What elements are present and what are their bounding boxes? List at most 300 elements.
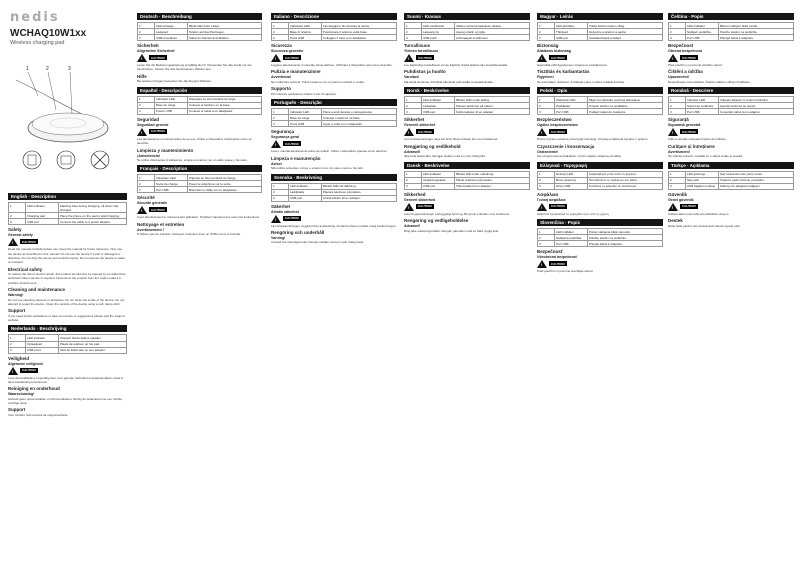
description-row [405,183,530,189]
description-cell: 3 [405,109,422,115]
description-table [537,171,663,190]
body-text: Ikke bruk løsemidler. Rengjør utsiden med en myk, fuktig klut. [404,154,486,159]
description-cell: Vilkkuu sinisenä latauksen aikana. [455,23,530,29]
subheading: Avertisment! [668,149,690,154]
warning-triangle-icon [537,260,547,268]
description-cell: Podłącz kabel do zasilacza. [588,109,663,115]
subheading: Varoitus! [404,75,420,80]
description-table [137,22,262,41]
section-heading: Hilfe [137,73,147,79]
description-cell: Coloque o telefone na base. [322,115,397,121]
description-row [9,219,127,225]
section-heading: Reiniging en onderhoud [8,386,60,392]
description-cell: 2 [538,103,555,109]
description-cell: 1 [138,175,155,181]
section-heading: Puhdistus ja huolto [404,69,446,75]
warning-triangle-icon [137,206,147,214]
language-section [271,99,397,170]
description-cell: Posizionare il telefono sulla base. [322,29,397,35]
description-cell: 3 [272,195,289,201]
caution-row [271,54,397,62]
language-section [404,87,530,158]
description-cell: Opladningsplade [422,177,455,183]
section-heading: Bezpečnost [668,43,694,49]
warning-triangle-icon [537,203,547,211]
caution-badge: CAUTION [285,55,299,60]
body-text: To reduce the risk of electric shock, this product should only be opened by an authorized technician when service is required. Disconnect the product from the mains outlet if a problem should occur. [8,272,126,285]
description-cell: Αναβοσβήνει μπλε κατά τη φόρτιση. [588,171,663,177]
step-icon-wrong [91,151,109,169]
description-cell: 2 [405,103,422,109]
description-cell: Pripojte kábel k adaptéru. [588,241,663,247]
language-heading: Deutsch · Beschreibung [137,13,262,20]
language-heading: Español · Descripción [137,87,262,94]
description-table [537,228,663,247]
description-cell: 1 [669,97,686,103]
language-heading: Türkçe · Açıklama [668,162,794,169]
caution-badge: CAUTION [418,129,432,134]
body-text: Citiți cu atenție manualul înainte de utilizare. [668,137,727,142]
description-row [138,108,262,114]
description-cell: LED-jelzőfény [555,23,588,29]
section-heading: Limpieza y mantenimiento [137,147,194,153]
description-cell: Anslut kabeln till en adapter. [322,195,397,201]
description-cell: 1 [9,335,26,341]
description-table [668,22,794,41]
description-cell: Placera telefonen på plattan. [322,189,397,195]
subheading: ¡Advertencia! [137,153,160,158]
body-text: Non utilizzare solventi. Pulire l'esterno con un panno morbido e umido. [271,79,365,84]
subheading: Algemene veiligheid [8,361,43,366]
body-text: Gebruik geen oplosmiddelen of schuurmiddelen. Reinig de buitenkant met een zachte, vochtige doek. [8,396,123,406]
warning-triangle-icon [668,128,678,136]
description-cell: USB-port [422,183,455,189]
warning-triangle-icon [537,54,547,62]
section-heading: Czyszczenie i konserwacja [537,143,595,149]
body-text: Ne használjon oldószert. A külsejét puha, nedves ruhával tisztítsa. [537,79,625,84]
warning-triangle-icon [8,238,18,246]
description-cell: 2 [669,103,686,109]
section-heading: Rengöring och underhåll [271,229,325,235]
description-cell: Place the phone on the pad to start charging. [59,213,127,219]
caution-row [8,367,127,375]
caution-badge: CAUTION [551,55,565,60]
description-cell: Csatlakoztassa a kábelt. [588,35,663,41]
caution-badge: CAUTION [418,55,432,60]
description-cell: Wskaźnik LED [555,97,588,103]
description-table [404,96,530,115]
description-cell: Koble kabelen til en adapter. [455,109,530,115]
body-text: Kullanmadan önce kılavuzu dikkatlice okuyun. [668,211,730,216]
language-section [668,87,794,158]
body-text: Läs bruksanvisningen noggrant före användning. Använd enheten endast enligt beskrivningen. [271,223,397,228]
subheading: Γενική ασφάλεια [537,197,566,202]
description-cell: 2 [538,29,555,35]
description-cell: 1 [9,203,26,213]
description-cell: 1 [138,96,155,102]
description-cell: 3 [272,35,289,41]
description-cell: Socle de charge [155,181,188,187]
description-cell: Indicador LED [289,109,322,115]
step-icon-ok-1 [23,151,41,169]
language-heading: Čeština · Popis [668,13,794,20]
subheading: Allgemeine Sicherheit [137,49,175,54]
section-heading: Support [8,407,26,413]
caution-badge: CAUTION [151,129,165,134]
language-heading: Português · Descrição [271,99,397,106]
subheading: Allmän säkerhet [271,209,299,214]
body-text: Pred použitím si pozorne prečítajte návod. [537,269,594,274]
description-cell: Tilslut kablet til en adapter. [455,183,530,189]
section-heading: Sikkerhed [404,191,426,197]
description-cell: Blinker blått under lading. [455,97,530,103]
caution-row [137,206,262,214]
description-cell: Blinker blåt under opladning. [455,171,530,177]
caution-row [668,54,794,62]
caution-badge: CAUTION [682,129,696,134]
section-heading: Electrical safety [8,266,43,272]
caution-row [404,128,530,136]
description-cell: 1 [538,171,555,177]
description-cell: 3 [9,347,26,353]
caution-row [137,54,262,62]
caution-row [404,203,530,211]
warning-triangle-icon [668,203,678,211]
section-heading: Rengøring og vedligeholdelse [404,218,469,224]
caution-row [537,54,663,62]
description-table [271,108,397,127]
description-cell: Kabloyu bir adaptöre bağlayın. [719,183,794,189]
section-heading: Supporto [271,86,291,92]
description-row [405,35,530,41]
body-text: Leia o manual atentamente antes de utilizar. Utilize o dispositivo apenas como descrito. [271,149,388,154]
description-cell: Collegare il cavo a un adattatore. [322,35,397,41]
language-heading: Italiano · Descrizione [271,13,397,20]
body-text: Lees de handleiding zorgvuldig door voor gebruik. Gebruik het apparaat alleen zoals in deze handleiding beschreven. [8,375,124,384]
description-cell: Θύρα USB [555,183,588,189]
description-cell: Clignote en bleu pendant la charge. [188,175,262,181]
description-cell: Suport de încărcare [686,103,719,109]
description-row [669,35,794,41]
description-cell: 2 [669,177,686,183]
brand-logo: nedis [10,10,60,25]
language-heading: Français · Description [137,165,262,172]
body-text: Læs brugsanvisningen omhyggeligt før brug. Brug kun enheden som beskrevet. [404,211,510,216]
description-cell: 3 [669,35,686,41]
body-text: Lea atentamente el manual antes de su uso. Utilice el dispositivo únicamente como se describe. [137,136,252,146]
section-heading: Güvenlik [668,191,688,197]
figure-label: 2 [46,66,49,72]
product-figure [8,50,127,190]
body-text: Bei weiteren Fragen besuchen Sie die Support-Website. [137,79,212,84]
language-heading: Norsk · Beskrivelse [404,87,530,94]
description-cell: 2 [538,177,555,183]
description-cell: Töltőpad [555,29,588,35]
description-table [537,96,663,115]
description-table [668,96,794,115]
subheading: Seguridad general [137,122,169,127]
caution-badge: CAUTION [682,204,696,209]
section-heading: Säkerhet [271,203,291,209]
description-cell: USB-portti [422,35,455,41]
warning-triangle-icon [271,54,281,62]
body-text: Não utilize solventes. Limpe o exterior com um pano macio e húmido. [271,166,364,171]
subheading: Sicurezza generale [271,49,304,54]
body-text: Nie używaj rozpuszczalników. Czyść miękką, wilgotną szmatką. [537,154,622,159]
column-5 [537,10,663,560]
caution-badge: CAUTION [151,207,165,212]
section-heading: Seguridad [137,116,160,122]
body-text: If you need further assistance or have comments or suggestions please visit the support website. [8,313,125,323]
description-cell: Flashing blue during charging; off when fully charged. [59,203,127,213]
description-cell: Töltés közben kéken villog. [588,23,663,29]
description-cell: LED-indikator [422,171,455,177]
body-text: Brug ikke opløsningsmidler. Rengør ydersiden med en blød, fugtig klud. [404,228,500,233]
section-heading: Rengjøring og vedlikehold [404,143,461,149]
description-cell: Τοποθετήστε το τηλέφωνο στη βάση. [588,177,663,183]
body-text: Használat előtt figyelmesen olvassa el a kézikönyvet. [537,63,608,68]
language-section [271,13,397,96]
description-cell: Connect the cable to a power adapter. [59,219,127,225]
language-section [668,13,794,84]
subheading: Varning! [271,235,286,240]
description-cell: Nabíjacia podložka [555,235,588,241]
description-cell: 2 [538,235,555,241]
description-cell: 1 [405,97,422,103]
description-cell: 2 [272,115,289,121]
description-cell: 1 [538,97,555,103]
subheading: Warning! [8,293,24,298]
description-cell: 3 [138,108,155,114]
description-cell: 1 [405,171,422,177]
description-cell: 2 [138,29,155,35]
warning-triangle-icon [137,54,147,62]
description-cell: Ladeplate [422,103,455,109]
description-cell: USB-Anschluss [155,35,188,41]
caution-badge: CAUTION [22,368,36,373]
warning-triangle-icon [668,54,678,62]
description-cell: 1 [272,183,289,189]
description-cell: Porta USB [289,35,322,41]
caution-badge: CAUTION [285,216,299,221]
description-cell: Umieść telefon na podkładce. [588,103,663,109]
description-cell: Conectați cablul la un adaptor. [719,109,794,115]
description-cell: Nabíjecí podložka [686,29,719,35]
section-heading: Sikkerhet [404,117,425,123]
description-cell: 2 [405,29,422,35]
description-cell: 3 [9,219,26,225]
caution-row [537,260,663,268]
figure-label: 3 [68,66,71,72]
description-cell: Blinkar blått vid laddning. [322,183,397,189]
description-table [137,174,262,193]
description-cell: Plaats de telefoon op het pad. [59,341,127,347]
body-text: Per ulteriore assistenza visitare il sito di supporto. [271,91,337,96]
section-heading: Biztonság [537,43,559,49]
description-cell: Ladepad [155,29,188,35]
description-cell: Telefon auf das Pad legen. [188,29,262,35]
description-row [272,195,397,201]
description-cell: Plasser telefonen på platen. [455,103,530,109]
description-cell: 3 [538,109,555,115]
warning-triangle-icon [137,128,147,136]
description-cell: Položte telefon na podložku. [719,29,794,35]
language-section [668,162,794,228]
description-cell: Așezați telefonul pe suport. [719,103,794,109]
description-cell: USB bağlantı noktası [686,183,719,189]
section-heading: Turvallisuus [404,43,431,49]
description-cell: LED-indikator [289,183,322,189]
caution-badge: CAUTION [551,261,565,266]
description-cell: Připojte kabel k adaptéru. [719,35,794,41]
description-row [405,109,530,115]
description-cell: 3 [538,35,555,41]
warning-triangle-icon [404,54,414,62]
language-section [137,87,262,163]
description-cell: 3 [669,109,686,115]
caution-row [8,238,127,246]
description-table [271,183,397,202]
description-cell: Telefonu pedin üzerine yerleştirin. [719,177,794,183]
language-section [8,193,127,322]
description-cell: 2 [138,102,155,108]
language-heading: Ελληνικά · Περιγραφή [537,162,663,169]
description-cell: Βάση φόρτισης [555,177,588,183]
description-cell: Indicator LED [686,97,719,103]
body-text: Les bruksanvisningen nøye før bruk. Bruk enheten kun som beskrevet. [404,137,499,142]
body-text: No utilice disolventes ni abrasivos. Limpie el exterior con un paño suave y húmedo. [137,158,248,162]
description-cell: 2 [669,29,686,35]
subheading: Figyelem! [537,75,554,80]
figure-label: 1 [26,66,29,72]
description-row [9,203,127,213]
description-cell: Conecte el cable a un adaptador. [188,108,262,114]
model-number: WCHAQ10W1xx [10,28,87,39]
description-cell: 1 [538,23,555,29]
warning-triangle-icon [8,367,18,375]
subheading: Waarschuwing! [8,392,35,397]
body-text: Använd inte lösningsmedel. Rengör utsidan med en mjuk, fuktig trasa. [271,240,365,245]
step-icon-ok-2 [57,151,75,169]
language-section [8,325,127,417]
description-table [537,22,663,41]
description-cell: 1 [272,23,289,29]
body-text: Älä käytä liuottimia. Puhdista ulkopinta pehmeällä, kostealla liinalla. [404,79,494,84]
description-cell: 3 [272,121,289,127]
caution-row [668,203,794,211]
column-1-sections [8,193,127,417]
description-row [138,187,262,193]
description-cell: Port USB [555,241,588,247]
description-cell: 1 [405,23,422,29]
description-row [538,183,663,189]
column-1 [8,10,127,560]
body-text: Read the manual carefully before use. Keep the manual for future reference. Only use the device as described in this manual. Do not use the device if a part is damaged or defective. Do not drop the device and avoid bumping. Do not expose the device to water or moisture. [8,247,126,265]
body-text: Lisez attentivement le manuel avant utilisation. N'utilisez l'appareil que selon les instructions. [137,215,260,220]
description-cell: 3 [405,183,422,189]
description-cell: Indicateur LED [155,175,188,181]
charging-pad-illustration [8,50,127,190]
section-heading: Sicherheit [137,43,159,49]
language-section [271,174,397,245]
language-heading: Română · Descriere [668,87,794,94]
description-table [404,22,530,41]
body-text: Przed użyciem uważnie przeczytaj instrukcję. Używaj urządzenia zgodnie z opisem. [537,137,649,142]
description-cell: Miga na niebiesko podczas ładowania. [588,97,663,103]
section-heading: Sécurité [137,195,155,201]
section-heading: Čištění a údržba [668,69,703,75]
section-heading: Segurança [271,129,295,135]
description-cell: 2 [272,189,289,195]
description-table [668,171,794,190]
subheading: Ogólne bezpieczeństwo [537,123,578,128]
column-2 [137,10,262,560]
description-cell: LED indikátor [686,23,719,29]
body-text: Voor verdere hulp bezoek de supportwebsite. [8,412,69,417]
description-cell: Port USB [686,35,719,41]
description-cell: Liitä kaapeli sovittimeen. [455,35,530,41]
warning-triangle-icon [404,128,414,136]
body-text: Nu utilizați solvenți. Curățați cu o cârpă moale și umedă. [668,154,743,159]
subheading: Sécurité générale [137,201,167,206]
language-heading: Polski · Opis [537,87,663,94]
description-cell: 1 [272,109,289,115]
section-heading: Ασφάλεια [537,191,558,197]
language-heading: English · Description [8,193,127,200]
subheading: Advarsel! [404,149,421,154]
description-row [138,35,262,41]
language-heading: Dansk · Beskrivelse [404,162,530,169]
description-cell: Během nabíjení bliká modře. [719,23,794,29]
product-subtitle: Wireless charging pad [10,40,65,46]
description-cell: LED-Anzeige [155,23,188,29]
caution-row [668,128,794,136]
subheading: Advarsel! [404,224,421,229]
body-text: Lesen Sie die Bedienungsanleitung sorgfältig durch. Verwenden Sie das Gerät nur wie beschrieben. Setzen Sie das Gerät keinem Wasser aus. [137,63,252,72]
body-text: Lue käyttöohje huolellisesti ennen käyttöä. Käytä laitetta vain kuvatulla tavalla. [404,63,508,68]
caution-row [271,215,397,223]
description-cell: 3 [138,35,155,41]
body-text: Před použitím si pozorně přečtěte návod. [668,63,723,68]
description-row [272,121,397,127]
description-cell: 1 [669,171,686,177]
description-cell: 2 [405,177,422,183]
description-cell: Oplaadpad [26,341,59,347]
subheading: General safety [8,233,33,238]
description-cell: LED-indikator [422,97,455,103]
body-text: Διαβάστε προσεκτικά το εγχειρίδιο πριν από τη χρήση. [537,211,610,216]
caution-row [537,128,663,136]
description-cell: Pisca a azul durante o carregamento. [322,109,397,115]
section-heading: Safety [8,227,22,233]
section-heading: Support [8,308,26,314]
description-table [137,96,262,115]
description-cell: Počas nabíjania bliká namodro. [588,229,663,235]
subheading: Obecná bezpečnost [668,49,702,54]
caution-row [137,128,262,136]
section-heading: Pulizia e manutenzione [271,69,321,75]
language-section [537,13,663,84]
language-section [137,165,262,236]
description-cell: Indicador LED [155,96,188,102]
section-heading: Limpeza e manutenção [271,155,321,161]
description-cell: USB port [26,219,59,225]
description-cell: LED-merkkivalo [422,23,455,29]
description-cell: Charging pad [26,213,59,219]
caution-badge: CAUTION [682,55,696,60]
description-cell: Port USB [686,109,719,115]
description-cell: 2 [9,341,26,347]
